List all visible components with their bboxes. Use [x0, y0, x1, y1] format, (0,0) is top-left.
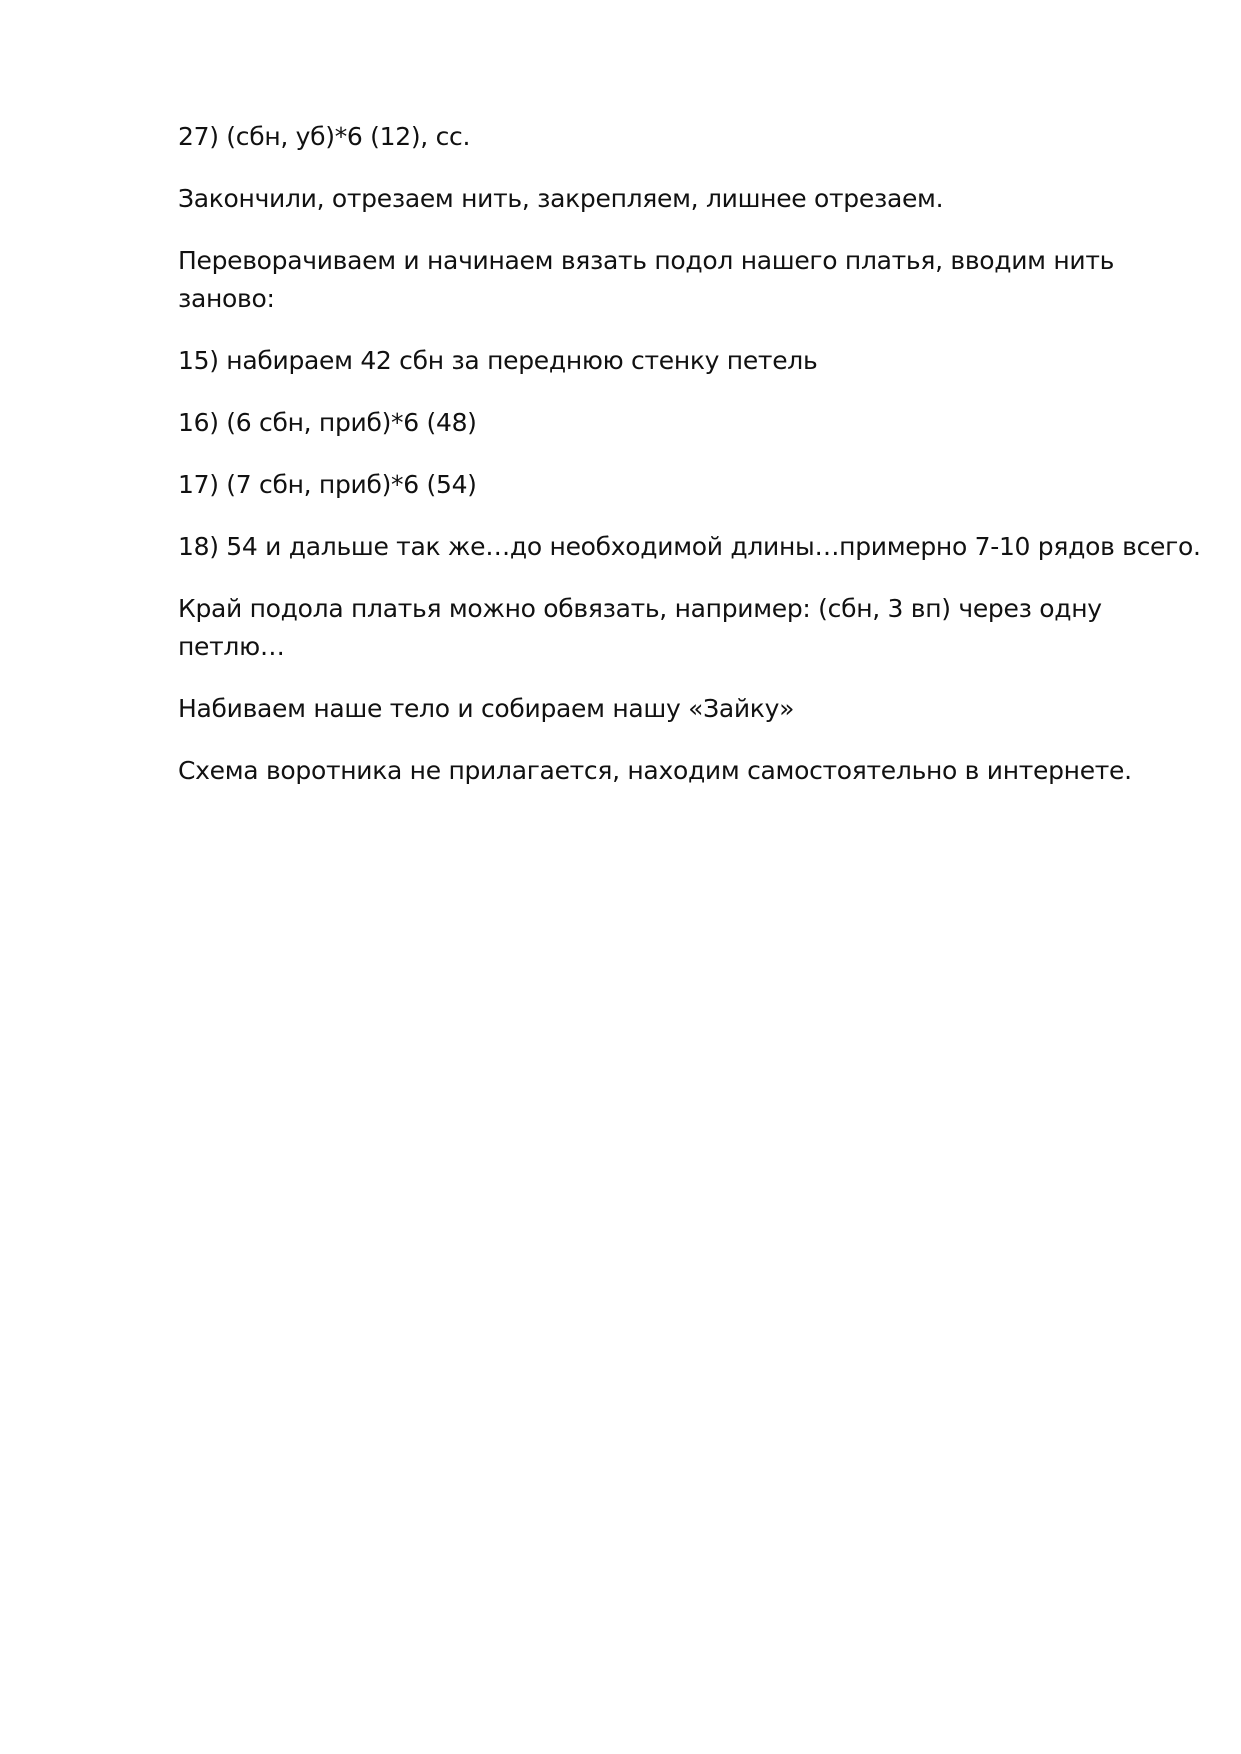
- paragraph-row-15: [178, 342, 1163, 380]
- paragraph-row-27: [178, 118, 1163, 156]
- paragraph-collar-note: [178, 752, 1163, 790]
- text-line: заново:: [178, 284, 275, 313]
- text-line: петлю…: [178, 632, 285, 661]
- paragraph-row-16: [178, 404, 1163, 442]
- text-line: 16) (6 сбн, приб)*6 (48): [178, 408, 477, 437]
- paragraph-row-17: [178, 466, 1163, 504]
- text-line: Переворачиваем и начинаем вязать подол нашего платья, вводим нить: [178, 246, 1115, 275]
- text-line: 15) набираем 42 сбн за переднюю стенку петель: [178, 346, 818, 375]
- text-line: Набиваем наше тело и собираем нашу «Зайку»: [178, 694, 795, 723]
- paragraph-row-18: [178, 528, 1201, 566]
- paragraph-assembly: [178, 690, 1163, 728]
- text-line: 17) (7 сбн, приб)*6 (54): [178, 470, 477, 499]
- text-line: Край подола платья можно обвязать, например: (сбн, 3 вп) через одну: [178, 594, 1102, 623]
- text-line: 18) 54 и дальше так же…до необходимой длины…примерно 7-10 рядов всего.: [178, 532, 1201, 561]
- paragraph-finish-instructions: [178, 180, 1163, 218]
- paragraph-edge-trim: [178, 590, 1163, 666]
- text-line: Закончили, отрезаем нить, закрепляем, лишнее отрезаем.: [178, 184, 944, 213]
- paragraph-start-skirt: [178, 242, 1163, 318]
- text-line: 27) (сбн, уб)*6 (12), сс.: [178, 122, 471, 151]
- document-body: [178, 118, 1201, 814]
- text-line: Схема воротника не прилагается, находим самостоятельно в интернете.: [178, 756, 1132, 785]
